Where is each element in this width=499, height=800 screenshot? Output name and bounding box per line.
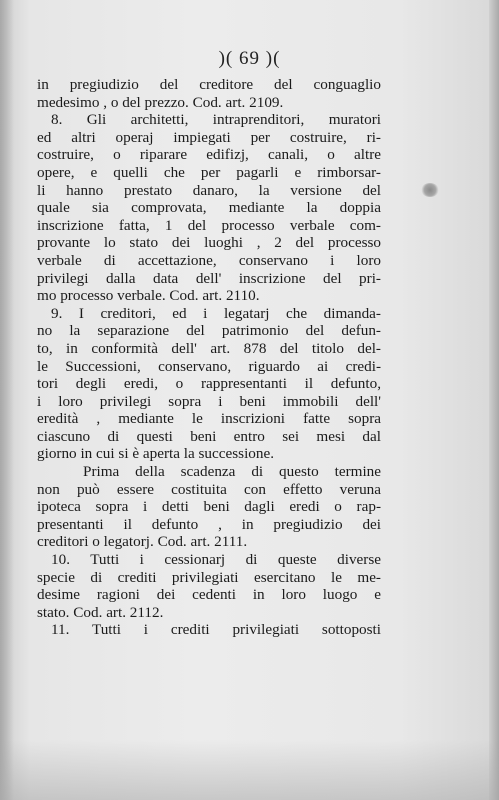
page-edge	[489, 0, 499, 800]
text-line: ed altri operaj impiegati per costruire, ri-	[37, 128, 381, 146]
text-line: 11. Tutti i crediti privilegiati sottoposti	[51, 621, 381, 639]
text-line: non può essere costituita con effetto veruna	[37, 480, 381, 498]
text-line: presentanti il defunto , in pregiudizio dei	[37, 515, 381, 533]
text-line: no la separazione del patrimonio del defun-	[37, 322, 381, 340]
text-line: Prima della scadenza di questo termine	[83, 463, 381, 481]
text-line: opere, e quelli che per pagarli e rimborsar-	[37, 163, 381, 181]
text-line: verbale di accettazione, conservano i loro	[37, 251, 381, 269]
text-line: eredità , mediante le inscrizioni fatte sopra	[37, 410, 381, 428]
text-line: mo processo verbale. Cod. art. 2110.	[37, 287, 260, 305]
text-line: li hanno prestato danaro, la versione del	[37, 181, 381, 199]
bottom-shade	[0, 740, 499, 800]
text-line: to, in conformità dell' art. 878 del titolo del-	[37, 339, 381, 357]
text-line: specie di crediti privilegiati esercitano le me-	[37, 568, 381, 586]
text-line: in pregiudizio del creditore del conguaglio	[37, 76, 381, 93]
text-line: le Successioni, conservano, riguardo ai credi-	[37, 357, 381, 375]
text-line: 10. Tutti i cessionarj di queste diverse	[51, 551, 381, 569]
text-line: medesimo , o del prezzo. Cod. art. 2109.	[37, 93, 284, 111]
text-line: ciascuno di questi beni entro sei mesi dal	[37, 427, 381, 445]
text-line: ipoteca sopra i detti beni dagli eredi o rap-	[37, 498, 381, 516]
text-line: creditori o legatorj. Cod. art. 2111.	[37, 533, 248, 551]
text-line: inscrizione fatta, 1 del processo verbale com-	[37, 216, 381, 234]
text-line: 9. I creditori, ed i legatarj che dimanda-	[51, 304, 381, 322]
text-line: giorno in cui si è aperta la successione.	[37, 445, 275, 463]
text-line: tori degli eredi, o rappresentanti il defunto,	[37, 375, 381, 393]
text-line: quale sia comprovata, mediante la doppia	[37, 199, 381, 217]
text-line: desime ragioni dei cedenti in loro luogo e	[37, 586, 381, 604]
ink-blot	[421, 183, 439, 197]
text-line: privilegi dalla data dell' inscrizione del pri-	[37, 269, 381, 287]
text-line: provante lo stato dei luoghi , 2 del processo	[37, 234, 381, 252]
body-text	[37, 76, 381, 639]
text-line: 8. Gli architetti, intraprenditori, muratori	[51, 111, 381, 129]
gutter-shadow	[0, 0, 14, 800]
text-line: costruire, o riparare edifizj, canali, o altre	[37, 146, 381, 164]
text-line: i loro privilegi sopra i beni immobili dell'	[37, 392, 381, 410]
text-line: stato. Cod. art. 2112.	[37, 603, 164, 621]
page-number-header: )( 69 )(	[218, 48, 281, 69]
